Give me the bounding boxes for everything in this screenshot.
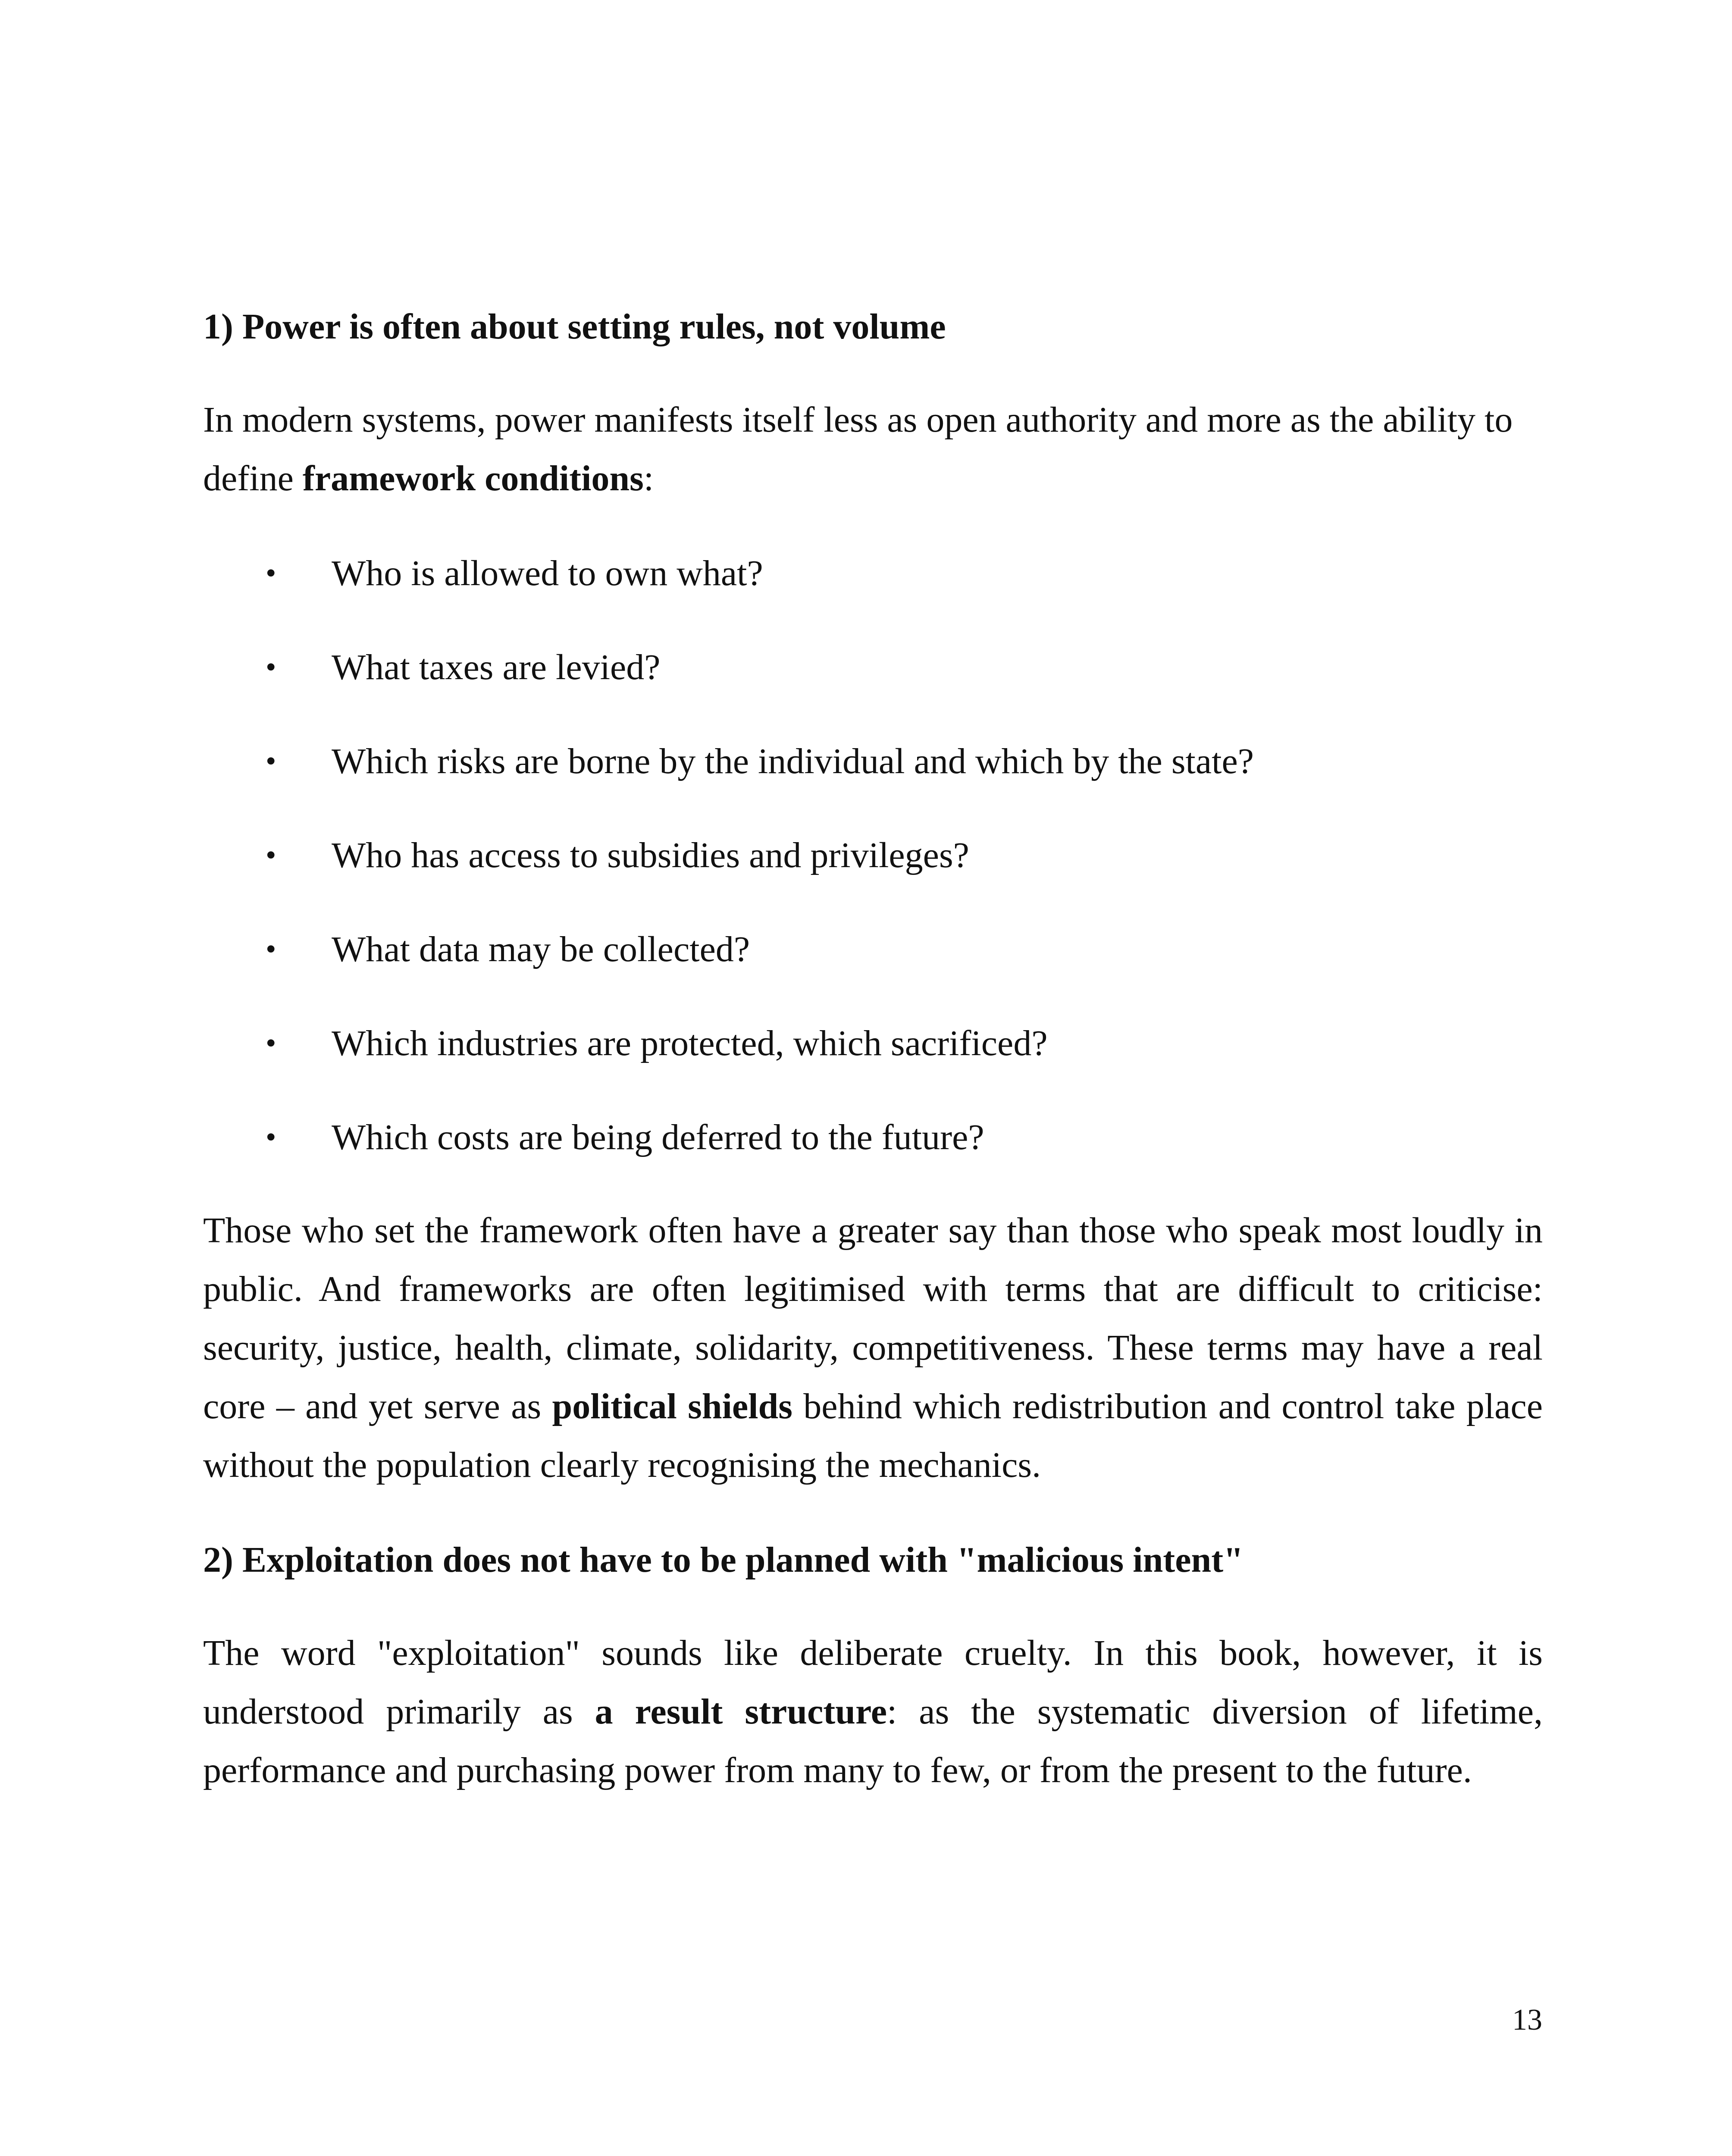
- page-content: [203, 298, 1543, 1836]
- section-2-heading: 2) Exploitation does not have to be planned with "malicious intent": [203, 1540, 1243, 1580]
- list-item: [203, 826, 1543, 885]
- bullet-icon: •: [266, 651, 276, 684]
- intro-text: In modern systems, power manifests itself less as open authority and more as the ability to define: [203, 400, 1513, 498]
- paragraph-text-end: : as the systematic diversion of lifetime, performance and purchasing power from many to few, or from the present to the future.: [203, 1692, 1543, 1790]
- paragraph-bold-term: a result structure: [595, 1692, 887, 1732]
- list-item-text: What taxes are levied?: [332, 647, 661, 687]
- section-1-heading: 1) Power is often about setting rules, not volume: [203, 307, 946, 347]
- list-item: [203, 1108, 1543, 1167]
- bullet-icon: •: [266, 839, 276, 872]
- intro-punctuation: :: [643, 458, 654, 498]
- paragraph-text: Those who set the framework often have a greater say than those who speak most loudly in public. And frameworks are often legitimised with terms that are difficult to criticise: security, justice, health, climate, solidarity, competitiveness. These terms may have a real core – and yet serve as: [203, 1210, 1543, 1426]
- bullet-icon: •: [266, 933, 276, 966]
- bullet-icon: •: [266, 557, 276, 590]
- list-item: [203, 920, 1543, 979]
- section-2-paragraph: [203, 1624, 1543, 1800]
- bullet-icon: •: [266, 745, 276, 778]
- list-item: [203, 1014, 1543, 1073]
- intro-bold-term: framework conditions: [302, 458, 644, 498]
- page-number: 13: [1512, 2003, 1542, 2037]
- list-item-text: Which industries are protected, which sacrificed?: [332, 1023, 1048, 1063]
- list-item-text: Who is allowed to own what?: [332, 553, 763, 593]
- list-item-text: Which costs are being deferred to the future?: [332, 1117, 984, 1157]
- framework-questions-list: [203, 544, 1543, 1167]
- list-item: [203, 732, 1543, 791]
- paragraph-text: The word "exploitation" sounds like deliberate cruelty. In this book, however, it is understood primarily as: [203, 1633, 1543, 1732]
- list-item-text: What data may be collected?: [332, 929, 750, 969]
- bullet-icon: •: [266, 1027, 276, 1060]
- list-item: [203, 638, 1543, 697]
- bullet-icon: •: [266, 1121, 276, 1154]
- paragraph-text-end: behind which redistribution and control take place without the population clearly recognising the mechanics.: [203, 1386, 1543, 1485]
- list-item-text: Which risks are borne by the individual and which by the state?: [332, 741, 1254, 781]
- section-1-intro: [203, 391, 1543, 508]
- list-item: [203, 544, 1543, 603]
- section-1-paragraph: [203, 1201, 1543, 1495]
- list-item-text: Who has access to subsidies and privileges?: [332, 835, 969, 875]
- paragraph-bold-term: political shields: [552, 1386, 792, 1426]
